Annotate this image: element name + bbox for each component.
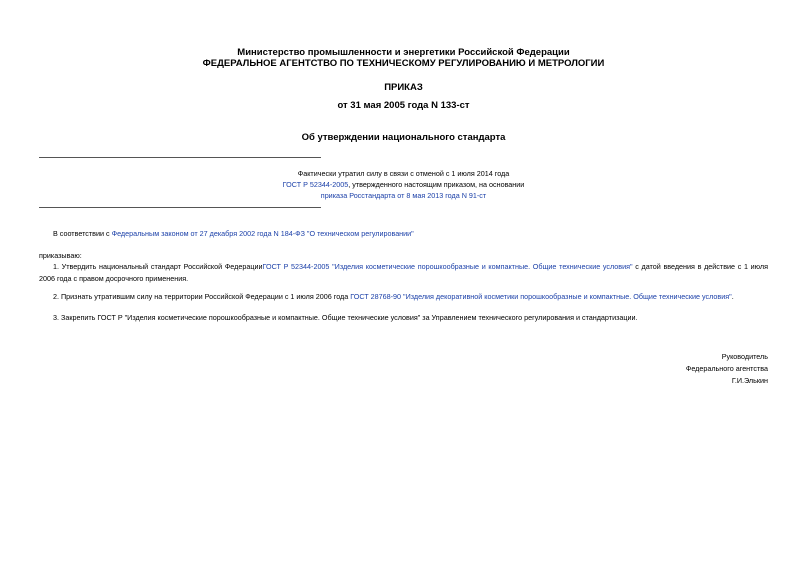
item-3: 3. Закрепить ГОСТ Р "Изделия косметические порошкообразные и компактные. Общие технические условия" за Управлением технического регулирования и стандартизации. (53, 313, 638, 322)
note-bottom-rule (39, 207, 321, 208)
doc-type-title: ПРИКАЗ (384, 82, 423, 93)
doc-date-number: от 31 мая 2005 года N 133-ст (337, 100, 470, 111)
item-1 (39, 261, 768, 284)
preamble (53, 228, 414, 240)
note-top-rule (39, 157, 321, 158)
federal-law-link[interactable]: Федеральным законом от 27 декабря 2002 года N 184-ФЗ "О техническом регулировании" (111, 229, 414, 238)
ministry-title: Министерство промышленности и энергетики Российской Федерации (237, 47, 570, 58)
item-2 (53, 291, 734, 303)
agency-title: ФЕДЕРАЛЬНОЕ АГЕНТСТВО ПО ТЕХНИЧЕСКОМУ РЕГУЛИРОВАНИЮ И МЕТРОЛОГИИ (202, 58, 605, 69)
note-line-2-text: , утвержденного настоящим приказом, на основании (348, 180, 525, 189)
item-2-text: 2. Признать утратившим силу на территории Российской Федерации с 1 июля 2006 года (53, 292, 351, 301)
note-line-3 (0, 190, 807, 201)
preamble-text: В соответствии с (53, 229, 112, 238)
rosstandart-order-link[interactable]: приказа Росстандарта от 8 мая 2013 года N 91-ст (320, 191, 487, 200)
item-2-suffix: . (731, 292, 734, 301)
note-line-2 (0, 179, 807, 190)
note-line-1: Фактически утратил силу в связи с отменой с 1 июля 2014 года (297, 169, 510, 178)
item-1-text: 1. Утвердить национальный стандарт Российской Федерации (53, 262, 263, 271)
item-1-suffix: с датой введения в действие с 1 июля 2006 года с правом досрочного применения. (39, 262, 768, 283)
signature-title: Руководитель (721, 352, 768, 361)
gost-52344-link[interactable]: ГОСТ Р 52344-2005 (282, 180, 349, 189)
gost-28768-90-link[interactable]: ГОСТ 28768-90 "Изделия декоративной косметики порошкообразные и компактные. Общие технические условия" (350, 292, 732, 301)
doc-subject: Об утверждении национального стандарта (301, 132, 506, 143)
gost-52344-2005-link[interactable]: ГОСТ Р 52344-2005 "Изделия косметические порошкообразные и компактные. Общие технические условия" (262, 262, 633, 271)
order-word: приказываю: (39, 251, 82, 260)
signature-org: Федерального агентства (685, 364, 768, 373)
signature-name: Г.И.Элькин (731, 376, 768, 385)
